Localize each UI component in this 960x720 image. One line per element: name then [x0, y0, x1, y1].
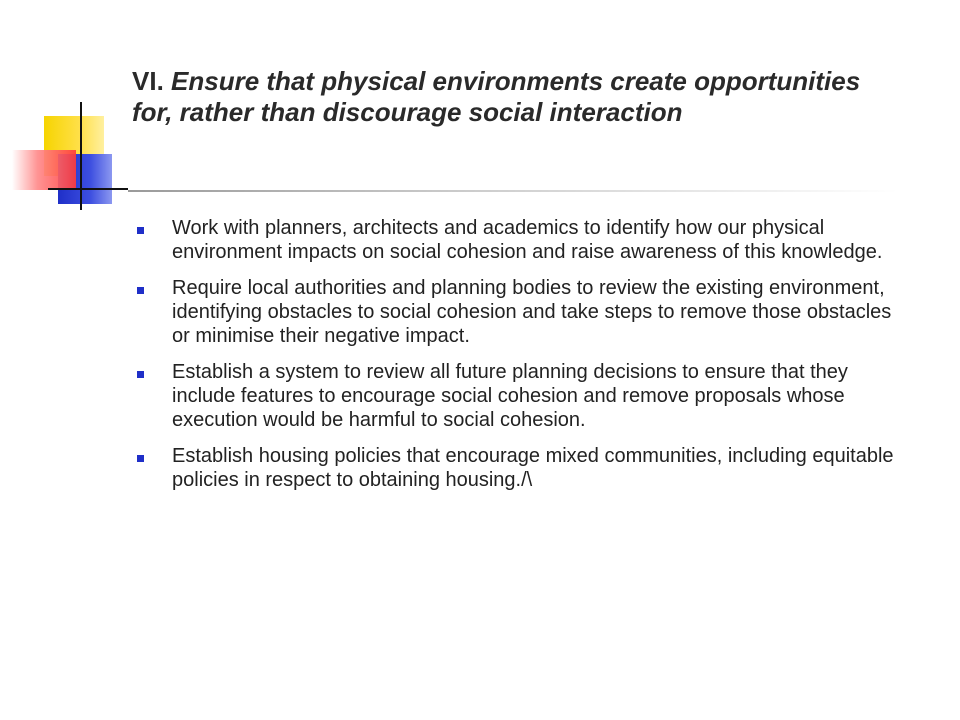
- bullet-text: Establish housing policies that encourage mixed communities, including equitable policies in respect to obtaining housing./\: [172, 445, 894, 491]
- square-bullet-icon: [137, 371, 144, 378]
- slide-title: [132, 66, 892, 128]
- bullet-item: [132, 444, 912, 492]
- square-bullet-icon: [137, 287, 144, 294]
- bullet-item: [132, 276, 912, 348]
- bullet-text: Require local authorities and planning bodies to review the existing environment, identifying obstacles to social cohesion and take steps to remove those obstacles or minimise their negative impact.: [172, 277, 892, 347]
- vertical-line: [80, 102, 82, 210]
- corner-squares-decoration: [0, 90, 140, 230]
- red-square: [12, 150, 76, 190]
- square-bullet-icon: [137, 455, 144, 462]
- horizontal-line: [48, 188, 128, 190]
- title-underline: [128, 190, 898, 192]
- bullet-list: [132, 216, 912, 504]
- title-prefix: VI.: [132, 66, 164, 96]
- bullet-text: Establish a system to review all future planning decisions to ensure that they include features to encourage social cohesion and remove proposals whose execution would be harmful to social cohesion.: [172, 361, 848, 431]
- bullet-item: [132, 360, 912, 432]
- bullet-text: Work with planners, architects and academics to identify how our physical environment impacts on social cohesion and raise awareness of this knowledge.: [172, 217, 883, 263]
- square-bullet-icon: [137, 227, 144, 234]
- title-text: Ensure that physical environments create opportunities for, rather than discourage social interaction: [132, 66, 861, 127]
- bullet-item: [132, 216, 912, 264]
